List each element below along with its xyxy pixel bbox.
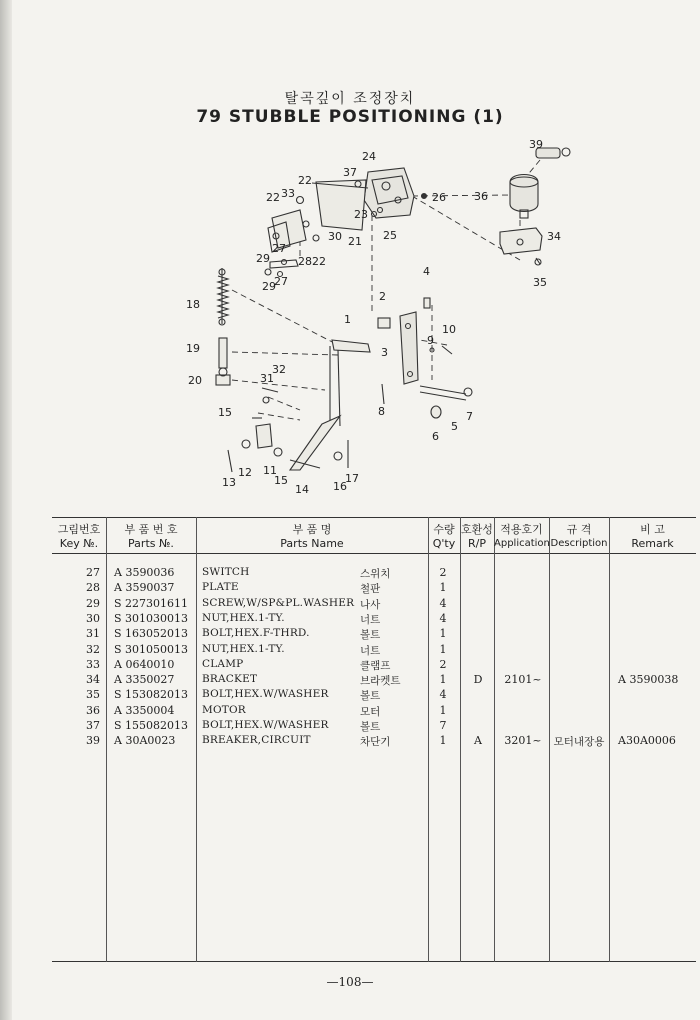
callout-36: 36 (474, 190, 488, 203)
cell-name-ko: 차단기 (360, 736, 391, 749)
callout-19: 19 (186, 342, 200, 355)
header-key-ko: 그림번호 (57, 523, 101, 536)
callout-3: 3 (381, 346, 388, 359)
callout-22b: 22 (266, 191, 280, 204)
cell-key: 30 (86, 611, 100, 625)
cell-key: 33 (86, 657, 100, 671)
callout-1: 1 (344, 313, 351, 326)
callout-13: 13 (222, 476, 236, 489)
spring-18 (218, 268, 228, 325)
title-english: 79 STUBBLE POSITIONING (1) (196, 107, 504, 127)
cell-qty: 1 (439, 642, 447, 656)
callout-16: 16 (333, 480, 347, 493)
table-header-rule (52, 553, 696, 554)
header-key-en: Key №. (59, 537, 99, 550)
cell-app: 2101~ (504, 673, 542, 687)
cell-qty: 1 (439, 703, 447, 717)
cell-key: 35 (86, 688, 100, 702)
callout-32: 32 (272, 363, 286, 376)
table-row (52, 643, 696, 658)
header-remark-en: Remark (631, 537, 674, 550)
header-name-en: Parts Name (280, 537, 344, 550)
cell-name-en: NUT,HEX.1-TY. (202, 642, 285, 655)
table-row (52, 688, 696, 703)
cell-qty: 1 (439, 627, 447, 641)
callout-11: 11 (263, 464, 277, 477)
cell-part: S 155082013 (114, 719, 189, 732)
callout-18: 18 (186, 298, 200, 311)
callout-4: 4 (423, 265, 430, 278)
callout-31: 31 (260, 372, 274, 385)
callout-20: 20 (188, 374, 202, 387)
cell-name-ko: 나사 (360, 598, 381, 611)
table-row (52, 734, 696, 749)
cell-key: 36 (86, 703, 100, 717)
cell-qty: 1 (439, 673, 447, 687)
bracket-34 (500, 228, 542, 254)
cell-rp: A (474, 734, 482, 748)
table-row (52, 612, 696, 627)
cell-remark: A30A0006 (618, 734, 676, 748)
cell-part: S 163052013 (114, 627, 189, 641)
callout-5: 5 (451, 420, 458, 433)
cell-key: 37 (86, 719, 100, 732)
cell-desc: 모터내장용 (553, 736, 605, 749)
table-bottom-rule (52, 961, 696, 962)
cell-name-ko: 철판 (360, 583, 381, 596)
header-app-ko: 적용호기 (500, 523, 543, 536)
page-number: —108— (326, 975, 374, 989)
cell-qty: 2 (439, 657, 447, 671)
callout-27b: 27 (274, 275, 288, 288)
callout-33: 33 (281, 187, 295, 200)
table-row (52, 673, 696, 688)
callout-8: 8 (378, 405, 385, 418)
title-korean: 탈곡깊이 조정장치 (284, 91, 416, 107)
bracket-3 (400, 312, 418, 384)
cell-name-en: BOLT,HEX.F-THRD. (202, 627, 310, 640)
cell-qty: 1 (439, 581, 447, 595)
cell-name-ko: 볼트 (360, 721, 381, 733)
cell-key: 39 (86, 734, 100, 748)
header-qty-ko: 수량 (433, 523, 455, 536)
cell-key: 34 (86, 673, 100, 687)
callout-17: 17 (345, 472, 359, 485)
callout-24: 24 (362, 150, 376, 163)
cell-part: A 3590036 (114, 566, 175, 579)
cell-qty: 2 (439, 566, 447, 579)
cell-name-ko: 모터 (360, 705, 381, 718)
cell-part: S 227301611 (114, 596, 189, 610)
cell-rp: D (473, 673, 483, 687)
cell-name-en: BREAKER,CIRCUIT (202, 734, 311, 747)
callout-21: 21 (348, 235, 362, 248)
cell-name-en: BOLT,HEX.W/WASHER (202, 719, 329, 731)
callout-29b: 29 (262, 280, 276, 293)
cell-part: S 301050013 (114, 642, 189, 656)
table-row (52, 597, 696, 612)
callout-9: 9 (427, 334, 434, 347)
callout-39: 39 (529, 138, 543, 151)
cell-name-ko: 클램프 (360, 659, 391, 672)
table-row (52, 566, 696, 581)
callout-29a: 29 (256, 252, 270, 265)
table-row (52, 704, 696, 719)
cell-part: A 3350004 (114, 703, 175, 717)
table-row (52, 581, 696, 596)
cell-qty: 4 (439, 688, 447, 702)
header-rp-en: R/P (468, 537, 486, 550)
header-qty-en: Q'ty (432, 537, 456, 550)
callout-27a: 27 (272, 242, 286, 255)
cell-name-ko: 볼트 (360, 629, 381, 642)
header-app-en: Application (494, 538, 550, 549)
cell-qty: 4 (439, 611, 447, 625)
header-rp-ko: 호환성 (461, 523, 493, 536)
callout-14: 14 (295, 483, 309, 496)
cell-name-en: BRACKET (202, 673, 258, 686)
callout-28: 28 (298, 255, 312, 268)
callout-2: 2 (379, 290, 386, 303)
callout-30: 30 (328, 230, 342, 243)
exploded-parts-diagram (0, 135, 700, 505)
cell-name-en: SWITCH (202, 566, 250, 578)
table-top-rule (52, 517, 696, 518)
motor-36 (510, 175, 538, 212)
callout-15a: 15 (218, 406, 232, 419)
table-row (52, 627, 696, 642)
cell-part: S 301030013 (114, 611, 189, 625)
callout-25: 25 (383, 229, 397, 242)
header-name-ko: 부 품 명 (292, 523, 332, 536)
cell-name-ko: 브라켓트 (360, 675, 401, 688)
callout-6: 6 (432, 430, 439, 443)
callout-7: 7 (466, 410, 473, 423)
cell-name-en: CLAMP (202, 657, 244, 670)
cell-name-en: SCREW,W/SP&PL.WASHER (202, 596, 355, 609)
cell-name-ko: 스위치 (360, 568, 391, 580)
cell-name-en: NUT,HEX.1-TY. (202, 611, 285, 624)
header-desc-ko: 규 격 (566, 523, 592, 536)
header-remark-ko: 비 고 (640, 523, 665, 536)
callout-35: 35 (533, 276, 547, 289)
cell-part: A 0640010 (114, 657, 175, 671)
callout-15b: 15 (274, 474, 288, 487)
cell-key: 28 (86, 581, 100, 595)
cell-qty: 1 (439, 734, 447, 748)
callout-34: 34 (547, 230, 561, 243)
cell-app: 3201~ (504, 734, 542, 748)
cell-name-en: PLATE (202, 581, 239, 594)
callout-37: 37 (343, 166, 357, 179)
cell-qty: 7 (439, 719, 447, 732)
table-row (52, 719, 696, 734)
cell-name-ko: 너트 (360, 613, 381, 626)
cell-name-en: MOTOR (202, 703, 246, 716)
callout-22a: 22 (298, 174, 312, 187)
cell-key: 31 (86, 627, 100, 641)
cell-key: 27 (86, 566, 100, 579)
callout-22c: 22 (312, 255, 326, 268)
parts-table (52, 517, 696, 962)
header-parts-ko: 부 품 번 호 (124, 523, 178, 536)
callout-12: 12 (238, 466, 252, 479)
callout-10: 10 (442, 323, 456, 336)
cell-part: A 3590037 (114, 581, 175, 595)
cell-name-en: BOLT,HEX.W/WASHER (202, 688, 329, 701)
cell-part: S 153082013 (114, 688, 189, 702)
table-row (52, 658, 696, 673)
cell-name-ko: 너트 (360, 644, 381, 657)
cell-part: A 3350027 (114, 673, 175, 687)
cell-key: 32 (86, 642, 100, 656)
cell-part: A 30A0023 (114, 734, 176, 748)
cell-qty: 4 (439, 596, 447, 610)
callout-26: 26 (432, 191, 446, 204)
header-parts-en: Parts №. (128, 537, 174, 550)
callout-23: 23 (354, 208, 368, 221)
cell-remark: A 3590038 (618, 673, 679, 687)
cell-key: 29 (86, 596, 100, 610)
cell-name-ko: 볼트 (360, 690, 381, 703)
header-desc-en: Description (550, 538, 608, 549)
